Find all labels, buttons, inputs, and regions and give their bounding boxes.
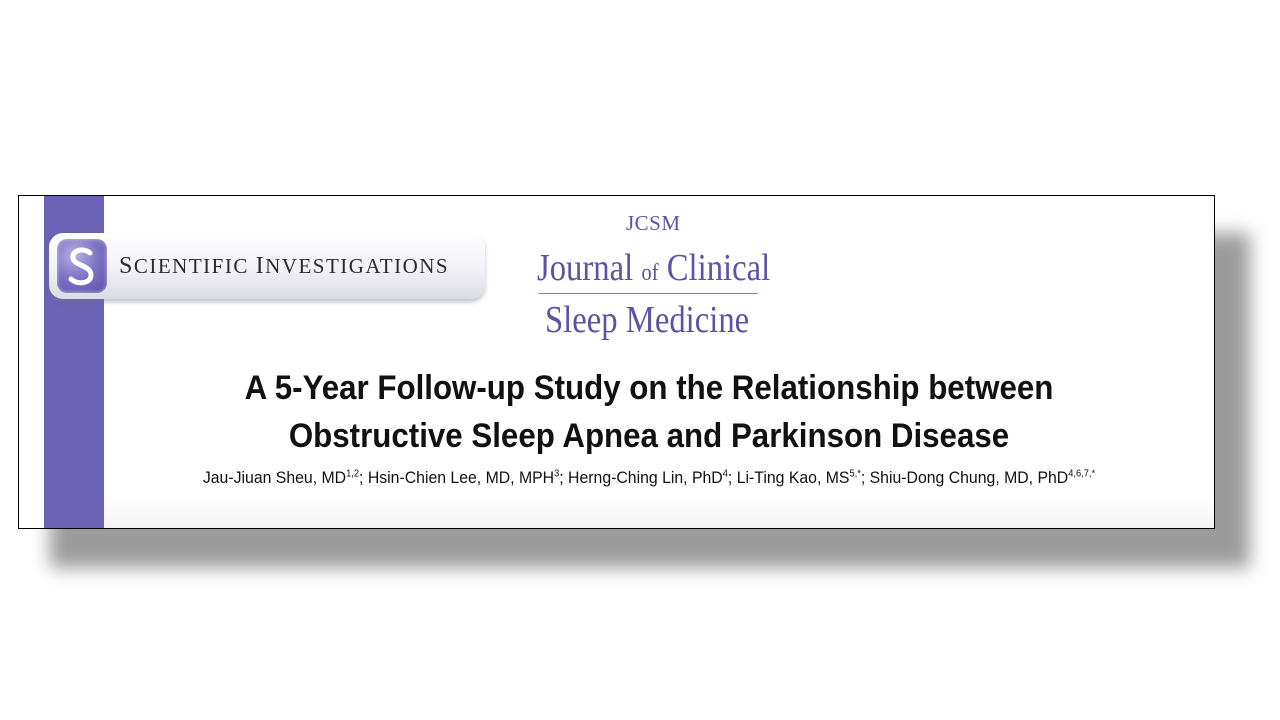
journal-name-line2: Sleep Medicine [545,299,750,341]
bottom-fade [104,498,1214,528]
author-list [156,468,1142,488]
article-title [171,364,1128,460]
author: Li-Ting Kao, $MS^{5,*}$; [736,468,870,487]
title-line-1: A 5-Year Follow-up Study on the Relationship between [244,369,1054,407]
journal-divider [539,293,757,294]
author: Hsin-Chien Lee, MD, MPH$^3$; [367,468,569,487]
article-header-banner [18,195,1215,529]
journal-abbreviation: JCSM [626,211,681,235]
badge-label: SCIENTIFIC INVESTIGATIONS [119,253,450,279]
author: Jau-Jiuan Sheu, MD$^{1,2}$; [202,468,368,487]
title-line-2: Obstructive Sleep Apnea and Parkinson Disease [288,417,1010,455]
s-logo-icon [57,239,107,293]
author: Herng-Ching Lin, PhD$^4$; [568,468,737,487]
scientific-investigations-badge [49,233,485,299]
journal-name-line1: Journal of Clinical [537,247,771,289]
author: Shiu-Dong Chung, MD, PhD$^{4,6,7,*}$ [869,468,1096,487]
